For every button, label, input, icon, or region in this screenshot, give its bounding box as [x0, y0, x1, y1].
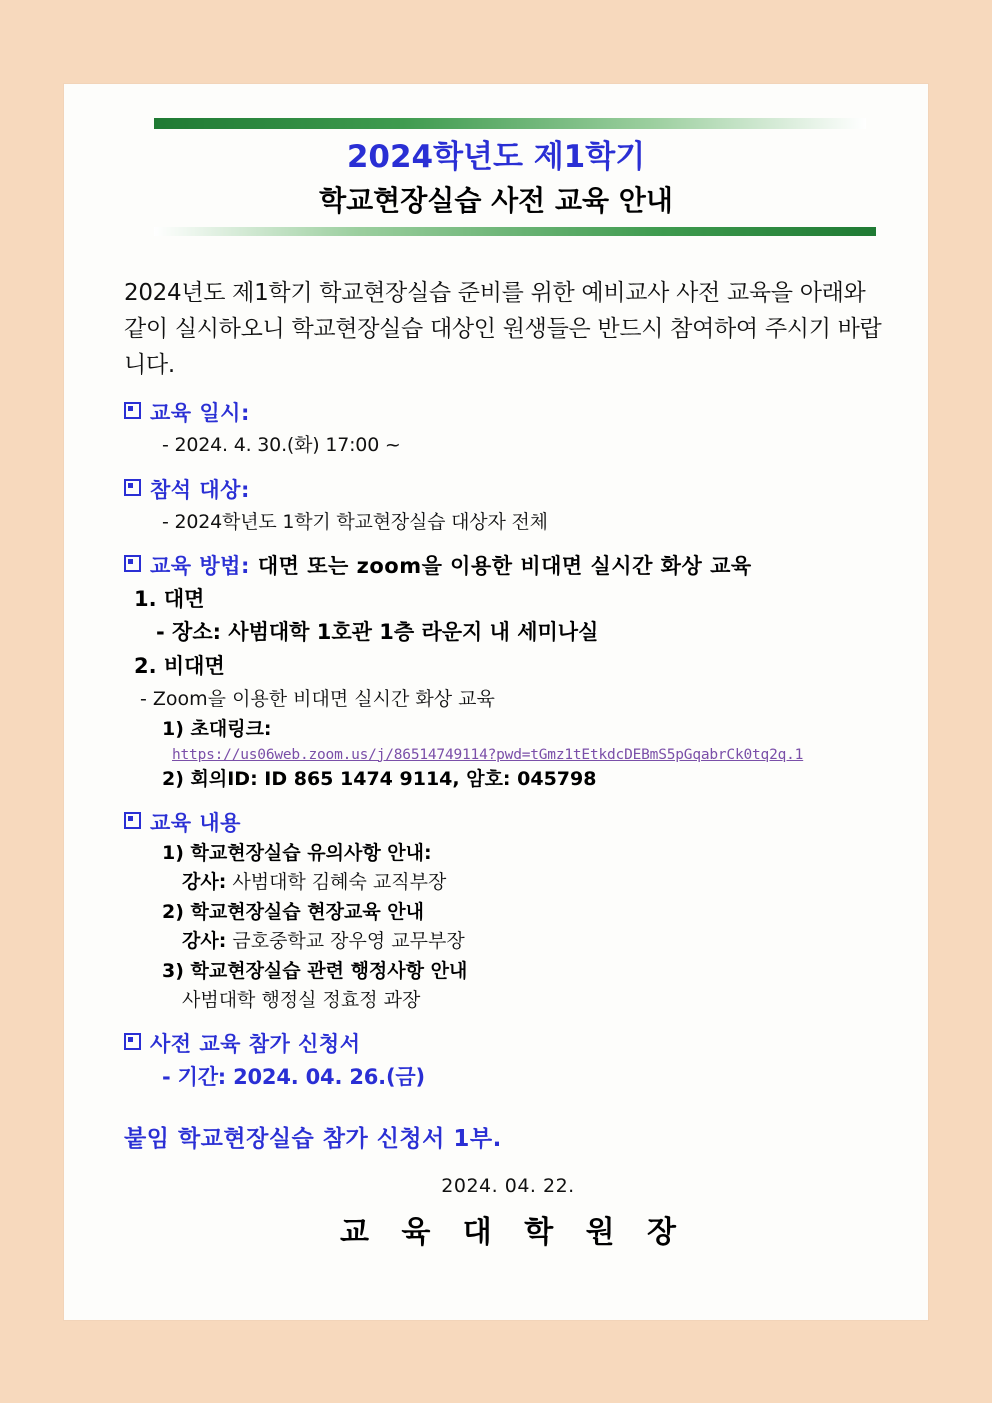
content-lecturer-1-name: 사범대학 김혜숙 교직부장: [232, 870, 447, 893]
bullet-square-icon: [124, 555, 141, 572]
section-heading: [124, 550, 892, 580]
section-heading-label: 교육 내용: [150, 811, 241, 836]
section-heading: [124, 807, 892, 837]
section-heading-label: 사전 교육 참가 신청서: [150, 1032, 361, 1057]
content-lecturer-1-label: 강사:: [182, 870, 227, 893]
content-item-1: 1) 학교현장실습 유의사항 안내:: [162, 842, 432, 865]
section-heading-label: 교육 방법:: [150, 554, 250, 579]
zoom-invite-link[interactable]: https://us06web.zoom.us/j/86514749114?pwd=tGmz1tEtkdcDEBmS5pGqabrCk0tq2q.1: [172, 746, 804, 763]
section-heading-label: 교육 일시:: [150, 401, 250, 426]
content-item-2: 2) 학교현장실습 현장교육 안내: [162, 901, 424, 924]
section-item: - 2024. 4. 30.(화) 17:00 ~: [162, 434, 401, 457]
section-item: - 2024학년도 1학기 학교현장실습 대상자 전체: [162, 510, 548, 533]
method-1-place: - 장소: 사범대학 1호관 1층 라운지 내 세미나실: [156, 619, 599, 644]
section-education-contents: [124, 807, 892, 1014]
bullet-square-icon: [124, 402, 141, 419]
section-heading-rest: 대면 또는 zoom을 이용한 비대면 실시간 화상 교육: [257, 554, 752, 579]
method-1-label: 1. 대면: [134, 587, 205, 612]
attachment-note: 붙임 학교현장실습 참가 신청서 1부.: [124, 1125, 502, 1152]
issue-date: 2024. 04. 22.: [441, 1174, 575, 1197]
bullet-square-icon: [124, 479, 141, 496]
section-attendees: [124, 474, 892, 537]
content-lecturer-2-name: 금호중학교 장우영 교무부장: [232, 929, 465, 952]
content-lecturer-3: [124, 986, 892, 1015]
section-application: [124, 1028, 892, 1094]
content-lecturer-2: [124, 927, 892, 956]
zoom-invite-link-label: 1) 초대링크:: [162, 718, 272, 741]
issuer-title: 교 육 대 학 원 장: [339, 1214, 688, 1250]
notice-inner: [94, 118, 898, 1300]
section-heading-label: 참석 대상:: [150, 477, 250, 502]
bullet-square-icon: [124, 812, 141, 829]
section-education-datetime: [124, 397, 892, 460]
notice-page: [64, 84, 928, 1320]
content-item-3: 3) 학교현장실습 관련 행정사항 안내: [162, 960, 468, 983]
page-title-line1: 2024학년도 제1학기: [346, 139, 646, 175]
method-2-description: - Zoom을 이용한 비대면 실시간 화상 교육: [140, 687, 495, 710]
content-lecturer-3-name: 사범대학 행정실 정효정 과장: [182, 988, 421, 1011]
notice-body: [94, 276, 898, 1250]
section-heading: [124, 474, 892, 504]
header-bar-top: [154, 118, 866, 129]
title-block: [94, 129, 898, 227]
content-lecturer-2-label: 강사:: [182, 929, 227, 952]
zoom-meeting-id: 2) 회의ID: ID 865 1474 9114, 암호: 045798: [162, 767, 597, 790]
section-heading: [124, 1028, 892, 1058]
content-lecturer-1: [124, 868, 892, 897]
page-title-line2: 학교현장실습 사전 교육 안내: [319, 183, 673, 217]
intro-paragraph: 2024년도 제1학기 학교현장실습 준비를 위한 예비교사 사전 교육을 아래와 같이 실시하오니 학교현장실습 대상인 원생들은 반드시 참여하여 주시기 바랍니다.: [124, 280, 882, 378]
header-bar-bottom: [154, 227, 876, 236]
bullet-square-icon: [124, 1033, 141, 1050]
section-heading: [124, 397, 892, 427]
application-period: - 기간: 2024. 04. 26.(금): [162, 1065, 425, 1090]
section-education-method: [124, 550, 892, 793]
method-2-label: 2. 비대면: [134, 654, 225, 679]
